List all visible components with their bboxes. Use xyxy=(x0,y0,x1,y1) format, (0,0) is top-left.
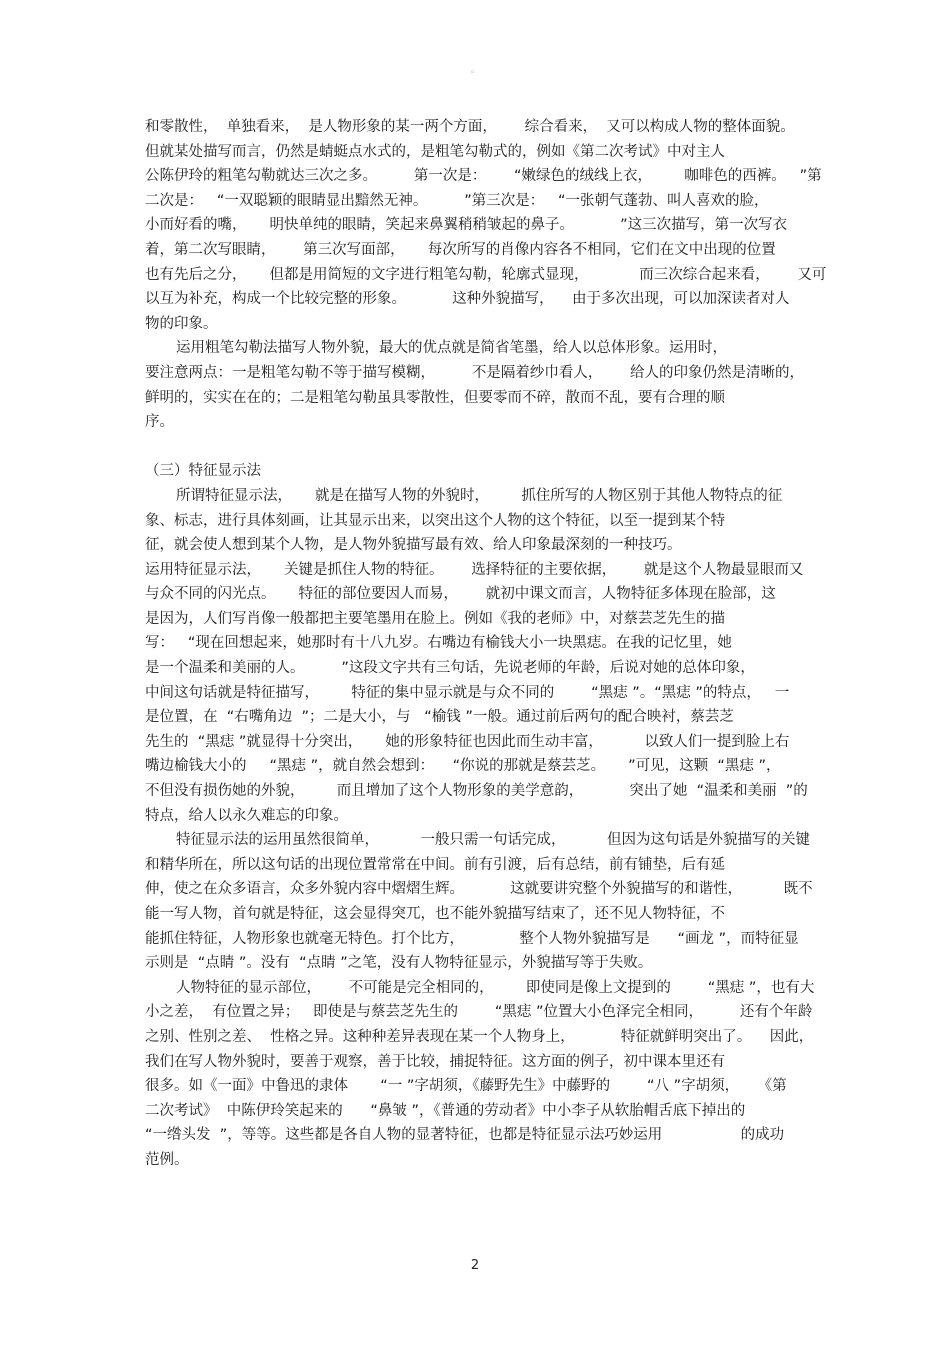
text-line: 公陈伊玲的粗笔勾勒就达三次之多。 第一次是： “嫩绿色的绒线上衣， 咖啡色的西裤。 ”第 xyxy=(145,168,822,185)
text-line: 和零散性， 单独看来， 是人物形象的某一两个方面， 综合看来， 又可以构成人物的整体面貌。 xyxy=(145,119,795,135)
text-line: 是因为，人们写肖像一般都把主要笔墨用在脸上。例如《我的老师》中，对蔡芸芝先生的描 xyxy=(145,610,725,627)
text-line: （三）特征显示法 xyxy=(145,463,261,480)
header-mark: ◦ xyxy=(470,68,476,78)
page-number: 2 xyxy=(470,1258,480,1273)
text-line: 要注意两点：一是粗笔勾勒不等于描写模糊， 不是隔着纱巾看人， 给人的印象仍然是清晰的， xyxy=(145,364,805,381)
text-line: 先生的 “黑痣 ”就显得十分突出， 她的形象特征也因此而生动丰富， 以致人们一提到脸上右 xyxy=(145,733,790,750)
text-line: 人物特征的显示部位， 不可能是完全相同的， 即使同是像上文提到的 “黑痣 ”，也有大 xyxy=(176,979,815,996)
text-line: 小之差， 有位置之异； 即使是与蔡芸芝先生的 “黑痣 ”位置大小色泽完全相同， 还有个年龄 xyxy=(145,1004,813,1021)
text-line: 是位置，在 “右嘴角边 ”；二是大小，与 “榆钱 ”一般。通过前后两句的配合映衬，蔡芸芝 xyxy=(145,709,734,726)
text-line: 范例。 xyxy=(145,1151,189,1168)
text-line: 序。 xyxy=(145,414,174,431)
text-line: 伸，使之在众多语言，众多外貌内容中熠熠生辉。 这就要讲究整个外貌描写的和谐性， 既不 xyxy=(145,881,813,898)
text-line: 与众不同的闪光点。 特征的部位要因人而易， 就初中课文而言，人物特征多体现在脸部，这 xyxy=(145,586,776,603)
paragraph xyxy=(145,459,810,484)
text-line: 不但没有损伤她的外貌， 而且增加了这个人物形象的美学意韵， 突出了她 “温柔和美丽 ”的 xyxy=(145,783,808,800)
text-line: 二次考试》 中陈伊玲笑起来的 “鼻皱 ”，《普通的劳动者》中小李子从软胎帽舌底下掉出的 xyxy=(145,1102,746,1119)
paragraph xyxy=(145,976,815,1173)
paragraph xyxy=(145,115,827,336)
text-line: 二次是： “一双聪颖的眼睛显出黯然无神。 ”第三次是： “一张朝气蓬勃、叫人喜欢的脸， xyxy=(145,192,769,209)
paragraph xyxy=(145,336,810,434)
text-line: 象、标志，进行具体刻画，让其显示出来，以突出这个人物的这个特征，以至一提到某个特 xyxy=(145,512,725,529)
text-line: 物的印象。 xyxy=(145,315,218,332)
text-line: 着，第二次写眼睛， 第三次写面部， 每次所写的肖像内容各不相同，它们在文中出现的位置 xyxy=(145,241,776,258)
text-line: 所谓特征显示法， 就是在描写人物的外貌时， 抓住所写的人物区别于其他人物特点的征 xyxy=(176,487,783,504)
text-line: 能抓住特征，人物形象也就毫无特色。打个比方， 整个人物外貌描写是 “画龙 ”，而特征显 xyxy=(145,930,799,947)
paragraph xyxy=(145,484,810,828)
text-line: 之别、性别之差、 性格之异。这种种差异表现在某一个人物身上， 特征就鲜明突出了。 因此， xyxy=(145,1028,814,1045)
text-line: 示则是 “点睛 ”。没有 “点睛 ”之笔，没有人物特征显示，外貌描写等于失败。 xyxy=(145,955,653,972)
text-line: 征，就会使人想到某个人物，是人物外貌描写最有效、给人印象最深刻的一种技巧。 xyxy=(145,537,682,554)
text-line: 但就某处描写而言，仍然是蜻蜓点水式的，是粗笔勾勒式的，例如《第二次考试》中对主人 xyxy=(145,143,725,160)
text-line: “一绺头发 ”，等等。这些都是各自人物的显著特征，也都是特征显示法巧妙运用 的成功 xyxy=(145,1127,785,1144)
text-line: 能一写人物，首句就是特征，这会显得突兀，也不能外貌描写结束了，还不见人物特征，不 xyxy=(145,906,725,922)
text-line: 嘴边榆钱大小的 “黑痣 ”，就自然会想到： “你说的那就是蔡芸芝。 ”可见，这颗 “黑痣 ”， xyxy=(145,758,781,775)
text-line: 特点，给人以永久难忘的印象。 xyxy=(145,807,348,824)
text-line: 和精华所在，所以这句话的出现位置常常在中间。前有引渡，后有总结，前有铺垫，后有延 xyxy=(145,856,725,873)
text-line: 以互为补充，构成一个比较完整的形象。 这种外貌描写， 由于多次出现，可以加深读者对人 xyxy=(145,291,790,308)
text-line: 是一个温柔和美丽的人。 ”这段文字共有三句话，先说老师的年龄，后说对她的总体印象， xyxy=(145,660,755,677)
paragraph xyxy=(145,828,813,976)
text-line: 我们在写人物外貌时，要善于观察，善于比较，捕捉特征。这方面的例子，初中课本里还有 xyxy=(145,1053,725,1070)
text-line: 很多。如《一面》中鲁迅的隶体 “一 ”字胡须，《藤野先生》中藤野的 “八 ”字胡须， 《第 xyxy=(145,1078,787,1095)
text-line: 也有先后之分， 但都是用简短的文字进行粗笔勾勒，轮廓式显现， 而三次综合起来看， 又可 xyxy=(145,266,827,283)
text-line: 写： “现在回想起来，她那时有十八九岁。右嘴边有榆钱大小一块黑痣。在我的记忆里，她 xyxy=(145,635,732,652)
text-line: 特征显示法的运用虽然很简单， 一般只需一句话完成， 但因为这句话是外貌描写的关键 xyxy=(176,832,810,849)
paragraph-gap xyxy=(145,435,810,460)
text-line: 运用粗笔勾勒法描写人物外貌，最大的优点就是简省笔墨，给人以总体形象。运用时， xyxy=(176,340,727,357)
text-line: 中间这句话就是特征描写， 特征的集中显示就是与众不同的 “黑痣 ”。“黑痣 ”的特点， 一 xyxy=(145,684,790,701)
text-line: 运用特征显示法， 关键是抓住人物的特征。 选择特征的主要依据， 就是这个人物最显眼而又 xyxy=(145,561,804,578)
text-line: 鲜明的，实实在在的；二是粗笔勾勒虽具零散性，但要零而不碎，散而不乱，要有合理的顺 xyxy=(145,389,725,406)
body-text xyxy=(145,115,827,1173)
text-line: 小而好看的嘴， 明快单纯的眼睛，笑起来鼻翼稍稍皱起的鼻子。 ”这三次描写，第一次写衣 xyxy=(145,217,788,234)
